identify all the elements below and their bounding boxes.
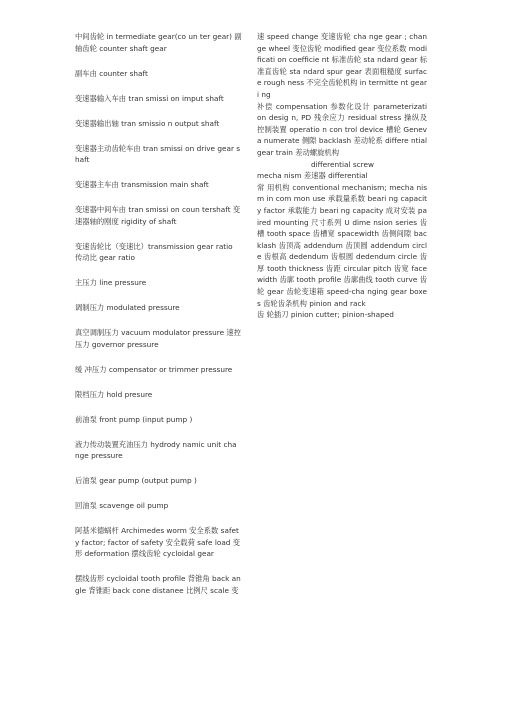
glossary-entry: 缓 冲压力 compensator or trimmer pressure [75,364,233,374]
glossary-entry: 副车由 counter shaft [75,68,148,78]
glossary-entry: 主压力 line pressure [75,278,147,288]
glossary-entry: 齿 轮插刀 pinion cutter; pinion-shaped [257,310,394,320]
glossary-entry: 中间齿轮 in termediate gear(co un ter gear) 副轴齿轮 counter shaft gear [75,32,242,53]
glossary-entry: 液力传动装置充油压力 hydrody namic unit cha nge pressure [75,439,237,461]
right-column [257,31,427,321]
glossary-entry: 回油泵 scavenge oil pump [75,501,169,511]
glossary-entry: 前油泵 front pump (input pump ) [75,414,193,424]
glossary-entry: 后油泵 gear pump (output pump ) [75,476,197,486]
glossary-entry: 变速器主车由 transmission main shaft [75,180,209,190]
glossary-entry: 真空调制压力 vacuum modulator pressure 速控压力 governor pressure [75,328,241,349]
glossary-entry: 速 speed change 变速齿轮 cha nge gear ; change wheel 变位齿轮 modified gear 变位系数 modificati on coefficie nt 标准齿轮 sta ndard gear 标准直齿轮 sta ndard spur gear 表面粗糙度 surface rough ness 不完全齿轮机构 in termitte nt geari ng [257,32,428,99]
glossary-entry: 变速器中间车由 tran smissi on coun tershaft 变速器轴的刚度 rigidity of shaft [75,205,241,226]
glossary-entry: differential screw [311,159,374,169]
glossary-entry: mecha nism 差速器 differential [257,171,368,181]
glossary-entry: 补偿 compensation 参数化设计 parameterizati on desig n, PD 残余应力 residual stress 操纵及控制装置 operatio n con trol device 槽轮 Geneva numerate 侧隙 backlash 差动轮系 differe ntial gear train 差动螺旋机构 [257,101,427,157]
glossary-entry: 变速器输出轴 tran smissio n output shaft [75,118,220,128]
glossary-entry: 阿基米德蜗杆 Archimedes worm 安全系数 safety factor; factor of safety 安全载荷 safe load 变形 deformation 摆线齿轮 cycloidal gear [75,526,241,559]
glossary-entry: 变速齿轮比（变速比）transmission gear ratio 传动比 gear ratio [75,241,233,263]
glossary-entry: 变速器主动齿轮车由 tran smissi on drive gear shaft [75,143,241,165]
glossary-entry: 限档压力 hold presure [75,389,153,399]
left-column [75,31,242,610]
glossary-entry: 变速器输入车由 tran smissi on imput shaft [75,93,224,103]
glossary-entry: 常 用机构 conventional mechanism; mecha nism in com mon use 承载量系数 beari ng capacity factor 承载能力 beari ng capacity 成对安装 paired mounting 尺寸系列 U dime nsion series 齿槽 tooth space 齿槽宽 spacewidth 齿侧间隙 backlash 齿顶高 addendum 齿顶圆 addendum circle 齿根高 dedendum 齿根圆 dedendum circle 齿厚 tooth thickness 齿距 circular pitch 齿宽 face width 齿廓 tooth profile 齿廓曲线 tooth curve 齿轮 gear 齿轮变速箱 speed-cha nging gear boxes 齿轮齿条机构 pinion and rack [257,182,427,308]
glossary-entry: 调制压力 modulated pressure [75,303,180,313]
glossary-entry: 摆线齿形 cycloidal tooth profile 背锥角 back angle 背锥距 back cone distanee 比例尺 scale 变 [75,574,241,596]
